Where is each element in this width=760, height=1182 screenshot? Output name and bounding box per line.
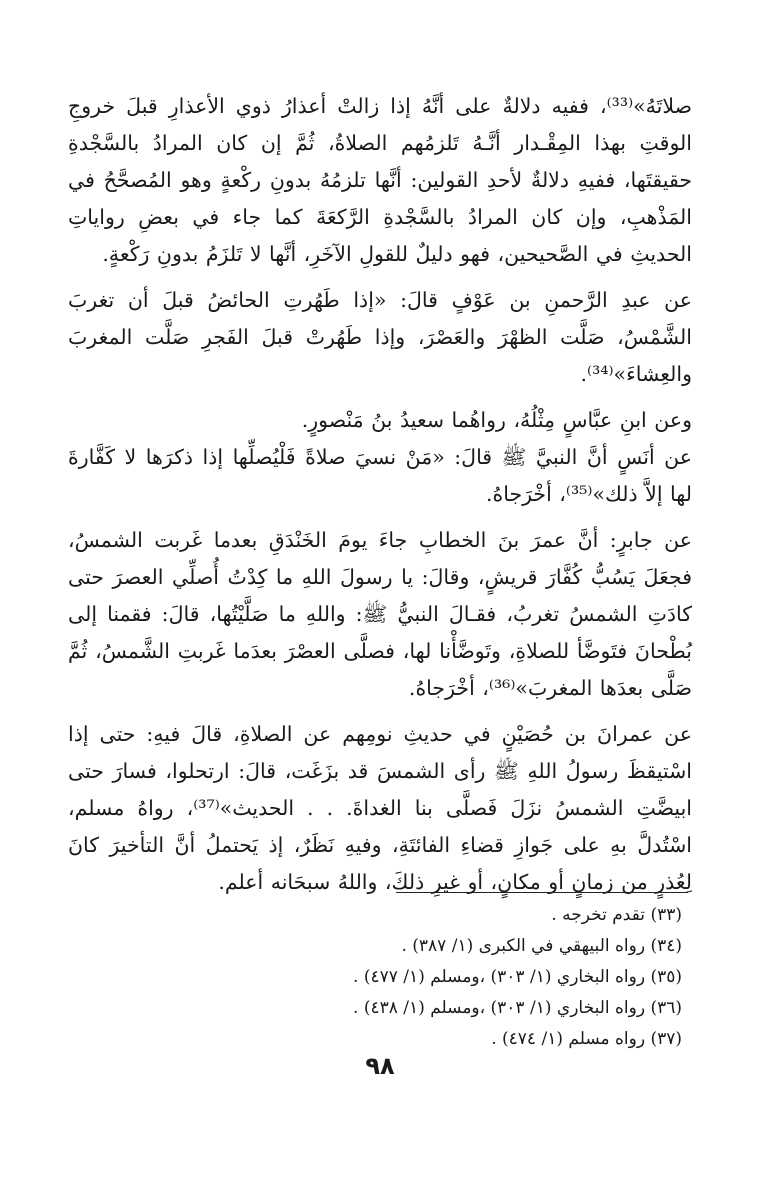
- paragraph-imran-hadith: عن عمرانَ بن حُصَيْنٍ في حديثِ نومِهم عن الصلاةِ، قالَ فيهِ: حتى إذا اسْتيقظَ رسولُ اللهِ ﷺ رأى الشمسَ قد بزَغَت، قالَ: ارتحلوا، فسارَ حتى ابيضَّتِ الشمسُ نزَلَ فَصلَّى بنا الغداةَ. . . الحديث»⁽³⁷⁾، رواهُ مسلم، اسْتُدلَّ بهِ على جَوازِ قضاءِ الفائتَةِ، وفيهِ نَظَرٌ، إذ يَحتملُ أنَّ التأخيرَ كانَ لِعُذرٍ من زمانٍ أو مكانٍ، أو غيرِ ذلكَ، واللهُ سبحَانه أعلم.: [68, 722, 693, 894]
- paragraph-jabir-hadith: عن جابرٍ: أنَّ عمرَ بنَ الخطابِ جاءَ يومَ الخَنْدَقِ بعدما غَربت الشمسُ، فجعَلَ يَسُبُّ كُفَّارَ قريشٍ، وقالَ: يا رسولَ اللهِ ما كِدْتُ أُصلِّي العصرَ حتى كادَتِ الشمسُ تغربُ، فقـالَ النبيُّ ﷺ: واللهِ ما صَلَّيْتُها، قالَ: فقمنا إلى بُطْحانَ فتَوضَّأ للصلاةِ، وتَوضَّأْنا لها، فصلَّى العصْرَ بعدَما غَربتِ الشَّمسُ، ثُمَّ صَلَّى بعدَها المغربَ»⁽³⁶⁾، أخْرَجاهُ.: [68, 528, 692, 700]
- paragraph-abdulrahman-hadith: عن عبدِ الرَّحمنِ بن عَوْفٍ قالَ: «إذا طَهُرتِ الحائضُ قبلَ أن تغربَ الشَّمْسُ، صَلَّت الظهْرَ والعَصْرَ، وإذا طَهُرتْ قبلَ الفَجرِ صَلَّت المغربَ والعِشاءَ»⁽³⁴⁾.: [68, 288, 692, 386]
- paragraph-anas-hadith: عن أنَسٍ أنَّ النبيَّ ﷺ قالَ: «مَنْ نسيَ صلاةً فَلْيُصلِّها إذا ذكرَها لا كَفَّارةَ لها إلاَّ ذلك»⁽³⁵⁾، أخْرَجاهُ.: [68, 445, 692, 506]
- footnote-separator: [396, 892, 688, 893]
- page-number: ٩٨: [365, 1052, 395, 1080]
- paragraph-prayer-times: صلاتَهُ»⁽³³⁾، ففيه دلالةٌ على أنَّهُ إذا زالتْ أعذارُ ذوي الأعذارِ قبلَ خروجِ الوقتِ بهذا المِقْـدار أنَّـهُ تَلزمُهم الصلاةُ، ثُمَّ إن كان المرادُ بالسَّجْدةِ حقيقتَها، ففيهِ دلالةٌ لأحدِ القولين: أنَّها تلزمُهُ بدونِ ركْعةٍ وهو المُصحَّحُ في المَذْهبِ، وإن كان المرادُ بالسَّجْدةِ الرَّكعَةَ كما جاء في بعضِ رواياتِ الحديثِ في الصَّحيحين، فهو دليلٌ للقولِ الآخَرِ، أنَّها لا تَلزَمُ بدونِ رَكْعةٍ.: [68, 94, 692, 266]
- paragraph-ibn-abbas: وعن ابنِ عبَّاسٍ مِثْلُهُ، رواهُما سعيدُ بنُ مَنْصورٍ.: [301, 408, 692, 432]
- footnote-35: (٣٥) رواه البخاري (١/ ٣٠٣) ،ومسلم (١/ ٤٧٧) .: [353, 967, 682, 987]
- footnote-37: (٣٧) رواه مسلم (١/ ٤٧٤) .: [491, 1029, 682, 1049]
- footnote-33: (٣٣) تقدم تخرجه .: [551, 905, 682, 925]
- footnote-36: (٣٦) رواه البخاري (١/ ٣٠٣) ،ومسلم (١/ ٤٣٨) .: [353, 998, 682, 1018]
- footnote-34: (٣٤) رواه البيهقي في الكبرى (١/ ٣٨٧) .: [401, 936, 682, 956]
- footnotes: [82, 900, 682, 1055]
- body-text: [68, 88, 692, 901]
